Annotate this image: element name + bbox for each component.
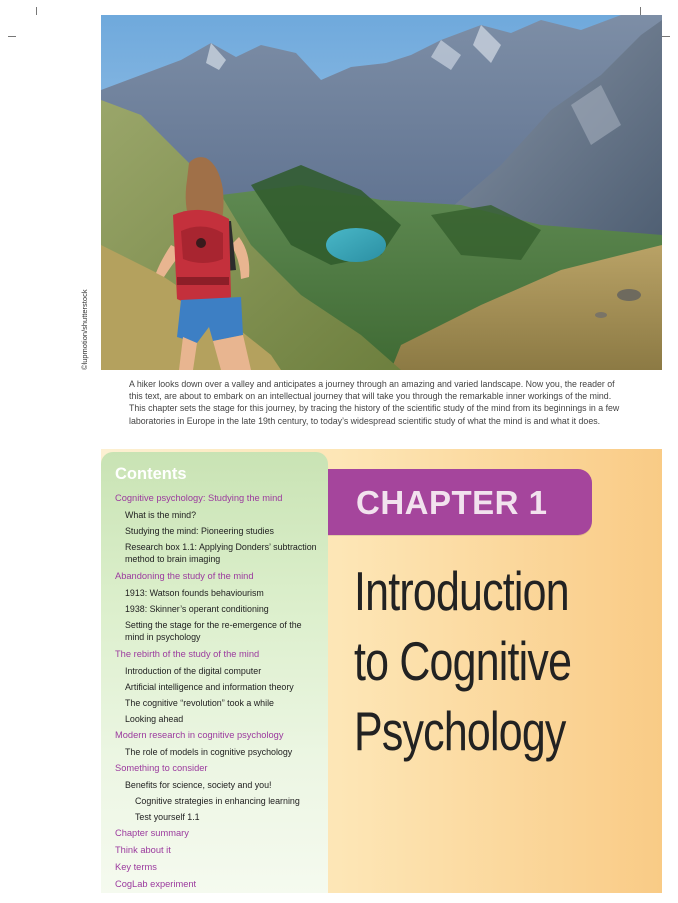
toc-subitem[interactable]: 1913: Watson founds behaviourism xyxy=(125,588,264,598)
chapter-label: CHAPTER 1 xyxy=(356,484,548,521)
toc-subitem[interactable]: Studying the mind: Pioneering studies xyxy=(125,526,274,536)
toc-section-heading[interactable]: Something to consider xyxy=(115,763,208,773)
toc-section-heading[interactable]: Think about it xyxy=(115,845,171,855)
crop-mark xyxy=(36,7,37,15)
photo-caption: A hiker looks down over a valley and anticipates a journey through an amazing and varied landscape. Now you, the reader of this text, are about to embark on an intellectual journey that will take you through the remarkable inner workings of the mind. This chapter sets the stage for this journey, by tracing the history of the scientific study of the mind from its beginnings in a few laboratories in Europe in the late 19th century, to today’s widespread scientific study of what the mind is and what it does. xyxy=(129,379,620,426)
chapter-title xyxy=(354,556,588,766)
chapter-banner xyxy=(328,469,592,535)
contents-panel xyxy=(101,452,328,893)
crop-mark xyxy=(8,36,16,37)
toc-section-heading[interactable]: CogLab experiment xyxy=(115,879,197,889)
toc-subitem[interactable]: Test yourself 1.1 xyxy=(135,812,200,822)
toc-section-heading[interactable]: Chapter summary xyxy=(115,828,189,838)
toc-subitem[interactable]: What is the mind? xyxy=(125,510,197,520)
toc-section-heading[interactable]: Abandoning the study of the mind xyxy=(115,571,254,581)
contents-heading: Contents xyxy=(115,465,187,483)
toc-section-heading[interactable]: Cognitive psychology: Studying the mind xyxy=(115,493,283,503)
chapter-title-line: Introduction xyxy=(354,560,569,622)
toc-subitem[interactable]: Artificial intelligence and information theory xyxy=(125,682,294,692)
crop-mark xyxy=(640,7,641,15)
toc-section-heading[interactable]: The rebirth of the study of the mind xyxy=(115,649,260,659)
toc-subitem[interactable]: Introduction of the digital computer xyxy=(125,666,262,676)
toc-subitem[interactable]: Setting the stage for the re-emergence of the mind in psychology xyxy=(125,620,302,642)
toc-subitem[interactable]: The cognitive “revolution” took a while xyxy=(125,698,274,708)
chapter-title-line: Psychology xyxy=(354,700,566,762)
toc-subitem[interactable]: Research box 1.1: Applying Donders’ subtraction method to brain imaging xyxy=(125,542,317,564)
toc-section-heading[interactable]: Modern research in cognitive psychology xyxy=(115,730,284,740)
chapter-title-line: to Cognitive xyxy=(354,630,572,692)
toc-subitem[interactable]: Benefits for science, society and you! xyxy=(125,780,272,790)
toc-subitem[interactable]: Cognitive strategies in enhancing learning xyxy=(135,796,300,806)
toc-subitem[interactable]: 1938: Skinner’s operant conditioning xyxy=(125,604,269,614)
crop-mark xyxy=(662,36,670,37)
toc-subitem[interactable]: The role of models in cognitive psychology xyxy=(125,747,293,757)
hiker-landscape-photo xyxy=(101,15,662,370)
toc-section-heading[interactable]: Key terms xyxy=(115,862,157,872)
table-of-contents xyxy=(115,490,325,893)
photo-credit-text: ©lupmotion/shutterstock xyxy=(80,289,89,370)
toc-subitem[interactable]: Looking ahead xyxy=(125,714,184,724)
